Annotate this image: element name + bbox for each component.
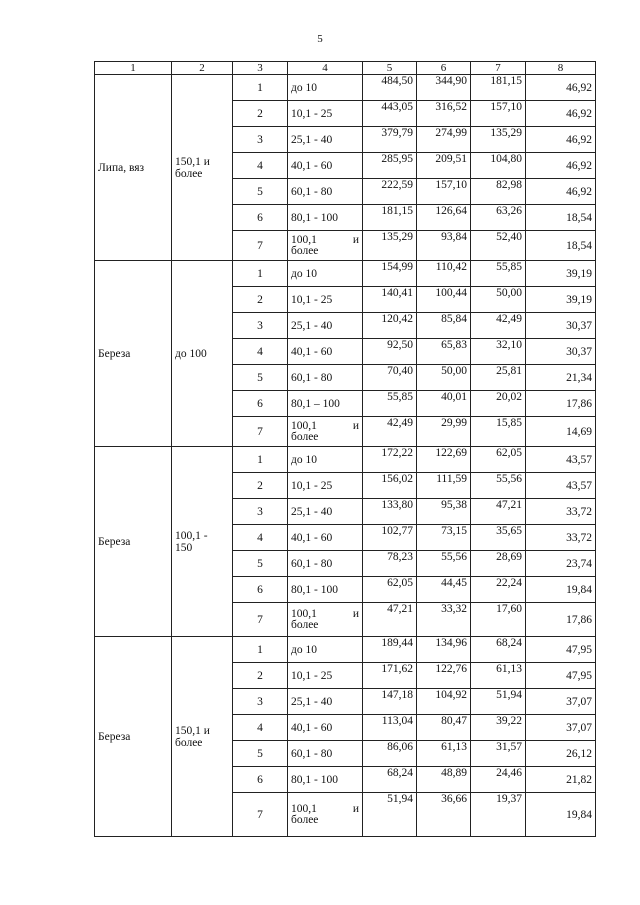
range-from: 100,1 [291, 802, 317, 815]
range-from: 100,1 [291, 419, 317, 432]
value-cell-col-6: 29,99 [417, 417, 471, 447]
species-cell: Береза [95, 261, 172, 447]
diameter-cell: 150,1 и более [172, 637, 233, 837]
value-cell-col-7: 24,46 [471, 767, 526, 793]
value-cell-col-7: 32,10 [471, 339, 526, 365]
row-number-cell: 1 [233, 447, 288, 473]
row-number-cell: 1 [233, 75, 288, 101]
range-conjunction: и [352, 802, 359, 815]
value-cell-col-5: 156,02 [363, 473, 417, 499]
value-cell-col-6: 48,89 [417, 767, 471, 793]
table-row [95, 447, 596, 473]
range-from: 100,1 [291, 233, 317, 246]
range-cell: до 10 [288, 637, 363, 663]
range-cell: 40,1 - 60 [288, 153, 363, 179]
value-cell-col-8: 23,74 [526, 551, 596, 577]
value-cell-col-7: 104,80 [471, 153, 526, 179]
value-cell-col-8: 37,07 [526, 689, 596, 715]
value-cell-col-7: 39,22 [471, 715, 526, 741]
value-cell-col-7: 181,15 [471, 75, 526, 101]
value-cell-col-8: 19,84 [526, 793, 596, 837]
value-cell-col-8: 21,82 [526, 767, 596, 793]
value-cell-col-6: 110,42 [417, 261, 471, 287]
range-more: более [291, 618, 319, 631]
value-cell-col-7: 19,37 [471, 793, 526, 837]
row-number-cell: 3 [233, 127, 288, 153]
value-cell-col-7: 22,24 [471, 577, 526, 603]
value-cell-col-5: 42,49 [363, 417, 417, 447]
range-cell: 25,1 - 40 [288, 313, 363, 339]
value-cell-col-8: 18,54 [526, 231, 596, 261]
row-number-cell: 6 [233, 391, 288, 417]
value-cell-col-6: 134,96 [417, 637, 471, 663]
value-cell-col-6: 80,47 [417, 715, 471, 741]
range-cell: 60,1 - 80 [288, 741, 363, 767]
range-cell [288, 417, 363, 447]
value-cell-col-7: 55,56 [471, 473, 526, 499]
range-cell: 10,1 - 25 [288, 663, 363, 689]
value-cell-col-6: 44,45 [417, 577, 471, 603]
value-cell-col-5: 133,80 [363, 499, 417, 525]
range-cell: 60,1 - 80 [288, 551, 363, 577]
value-cell-col-5: 484,50 [363, 75, 417, 101]
range-cell [288, 231, 363, 261]
value-cell-col-8: 46,92 [526, 75, 596, 101]
row-number-cell: 5 [233, 179, 288, 205]
range-cell: 80,1 - 100 [288, 767, 363, 793]
value-cell-col-7: 82,98 [471, 179, 526, 205]
range-more: более [291, 813, 319, 826]
range-cell: 40,1 - 60 [288, 339, 363, 365]
value-cell-col-8: 33,72 [526, 525, 596, 551]
header-col-8: 8 [526, 62, 596, 75]
value-cell-col-8: 30,37 [526, 339, 596, 365]
value-cell-col-7: 55,85 [471, 261, 526, 287]
value-cell-col-8: 19,84 [526, 577, 596, 603]
range-cell: до 10 [288, 261, 363, 287]
value-cell-col-6: 316,52 [417, 101, 471, 127]
range-cell: 80,1 – 100 [288, 391, 363, 417]
value-cell-col-8: 26,12 [526, 741, 596, 767]
value-cell-col-7: 52,40 [471, 231, 526, 261]
range-cell: до 10 [288, 447, 363, 473]
value-cell-col-6: 61,13 [417, 741, 471, 767]
row-number-cell: 6 [233, 205, 288, 231]
value-cell-col-6: 274,99 [417, 127, 471, 153]
value-cell-col-8: 46,92 [526, 127, 596, 153]
row-number-cell: 4 [233, 525, 288, 551]
value-cell-col-6: 126,64 [417, 205, 471, 231]
row-number-cell: 3 [233, 689, 288, 715]
value-cell-col-5: 113,04 [363, 715, 417, 741]
row-number-cell: 3 [233, 499, 288, 525]
value-cell-col-8: 47,95 [526, 663, 596, 689]
value-cell-col-5: 285,95 [363, 153, 417, 179]
range-conjunction: и [352, 607, 359, 620]
value-cell-col-6: 36,66 [417, 793, 471, 837]
header-col-1: 1 [95, 62, 172, 75]
value-cell-col-5: 135,29 [363, 231, 417, 261]
row-number-cell: 5 [233, 551, 288, 577]
range-cell: 40,1 - 60 [288, 715, 363, 741]
row-number-cell: 3 [233, 313, 288, 339]
range-from: 100,1 [291, 607, 317, 620]
row-number-cell: 7 [233, 417, 288, 447]
value-cell-col-5: 147,18 [363, 689, 417, 715]
range-conjunction: и [352, 233, 359, 246]
value-cell-col-8: 47,95 [526, 637, 596, 663]
value-cell-col-8: 37,07 [526, 715, 596, 741]
value-cell-col-7: 25,81 [471, 365, 526, 391]
range-cell: 10,1 - 25 [288, 287, 363, 313]
value-cell-col-5: 47,21 [363, 603, 417, 637]
value-cell-col-6: 122,69 [417, 447, 471, 473]
value-cell-col-8: 43,57 [526, 447, 596, 473]
value-cell-col-8: 33,72 [526, 499, 596, 525]
header-col-7: 7 [471, 62, 526, 75]
range-cell [288, 793, 363, 837]
value-cell-col-5: 92,50 [363, 339, 417, 365]
row-number-cell: 2 [233, 287, 288, 313]
header-row [95, 62, 596, 75]
value-cell-col-6: 93,84 [417, 231, 471, 261]
header-col-4: 4 [288, 62, 363, 75]
value-cell-col-6: 55,56 [417, 551, 471, 577]
value-cell-col-5: 62,05 [363, 577, 417, 603]
value-cell-col-7: 15,85 [471, 417, 526, 447]
value-cell-col-7: 31,57 [471, 741, 526, 767]
value-cell-col-5: 154,99 [363, 261, 417, 287]
value-cell-col-7: 28,69 [471, 551, 526, 577]
value-cell-col-5: 55,85 [363, 391, 417, 417]
value-cell-col-8: 18,54 [526, 205, 596, 231]
value-cell-col-6: 209,51 [417, 153, 471, 179]
row-number-cell: 4 [233, 153, 288, 179]
value-cell-col-8: 14,69 [526, 417, 596, 447]
table-row [95, 261, 596, 287]
range-conjunction: и [352, 419, 359, 432]
header-col-3: 3 [233, 62, 288, 75]
page-number: 5 [317, 33, 323, 45]
value-cell-col-5: 68,24 [363, 767, 417, 793]
value-cell-col-5: 70,40 [363, 365, 417, 391]
value-cell-col-5: 86,06 [363, 741, 417, 767]
header-col-5: 5 [363, 62, 417, 75]
value-cell-col-8: 17,86 [526, 391, 596, 417]
table-row [95, 637, 596, 663]
range-cell: 60,1 - 80 [288, 179, 363, 205]
value-cell-col-7: 50,00 [471, 287, 526, 313]
value-cell-col-6: 157,10 [417, 179, 471, 205]
row-number-cell: 5 [233, 741, 288, 767]
value-cell-col-8: 17,86 [526, 603, 596, 637]
value-cell-col-7: 157,10 [471, 101, 526, 127]
value-cell-col-7: 51,94 [471, 689, 526, 715]
value-cell-col-7: 17,60 [471, 603, 526, 637]
header-col-2: 2 [172, 62, 233, 75]
value-cell-col-5: 181,15 [363, 205, 417, 231]
value-cell-col-8: 39,19 [526, 261, 596, 287]
range-cell [288, 603, 363, 637]
row-number-cell: 7 [233, 793, 288, 837]
tariff-table [94, 61, 596, 837]
row-number-cell: 2 [233, 663, 288, 689]
value-cell-col-5: 120,42 [363, 313, 417, 339]
row-number-cell: 6 [233, 767, 288, 793]
diameter-cell: до 100 [172, 261, 233, 447]
row-number-cell: 7 [233, 231, 288, 261]
species-cell: Береза [95, 637, 172, 837]
value-cell-col-6: 111,59 [417, 473, 471, 499]
value-cell-col-5: 222,59 [363, 179, 417, 205]
range-cell: 25,1 - 40 [288, 127, 363, 153]
value-cell-col-6: 85,84 [417, 313, 471, 339]
value-cell-col-7: 35,65 [471, 525, 526, 551]
value-cell-col-8: 43,57 [526, 473, 596, 499]
value-cell-col-8: 46,92 [526, 101, 596, 127]
value-cell-col-8: 39,19 [526, 287, 596, 313]
value-cell-col-6: 50,00 [417, 365, 471, 391]
table-row [95, 75, 596, 101]
row-number-cell: 2 [233, 473, 288, 499]
row-number-cell: 1 [233, 261, 288, 287]
value-cell-col-5: 443,05 [363, 101, 417, 127]
value-cell-col-8: 30,37 [526, 313, 596, 339]
value-cell-col-6: 40,01 [417, 391, 471, 417]
range-cell: 40,1 - 60 [288, 525, 363, 551]
value-cell-col-5: 140,41 [363, 287, 417, 313]
value-cell-col-7: 47,21 [471, 499, 526, 525]
diameter-cell: 150,1 и более [172, 75, 233, 261]
row-number-cell: 1 [233, 637, 288, 663]
value-cell-col-7: 68,24 [471, 637, 526, 663]
range-more: более [291, 430, 319, 443]
range-more: более [291, 244, 319, 257]
value-cell-col-8: 21,34 [526, 365, 596, 391]
diameter-cell: 100,1 - 150 [172, 447, 233, 637]
row-number-cell: 7 [233, 603, 288, 637]
row-number-cell: 4 [233, 339, 288, 365]
value-cell-col-6: 104,92 [417, 689, 471, 715]
value-cell-col-5: 189,44 [363, 637, 417, 663]
range-cell: 25,1 - 40 [288, 499, 363, 525]
row-number-cell: 4 [233, 715, 288, 741]
value-cell-col-6: 122,76 [417, 663, 471, 689]
value-cell-col-6: 344,90 [417, 75, 471, 101]
range-cell: 60,1 - 80 [288, 365, 363, 391]
value-cell-col-8: 46,92 [526, 153, 596, 179]
value-cell-col-7: 62,05 [471, 447, 526, 473]
value-cell-col-5: 379,79 [363, 127, 417, 153]
header-col-6: 6 [417, 62, 471, 75]
value-cell-col-5: 78,23 [363, 551, 417, 577]
range-cell: 80,1 - 100 [288, 205, 363, 231]
value-cell-col-6: 95,38 [417, 499, 471, 525]
species-cell: Липа, вяз [95, 75, 172, 261]
value-cell-col-8: 46,92 [526, 179, 596, 205]
species-cell: Береза [95, 447, 172, 637]
range-cell: 25,1 - 40 [288, 689, 363, 715]
row-number-cell: 5 [233, 365, 288, 391]
value-cell-col-7: 63,26 [471, 205, 526, 231]
row-number-cell: 2 [233, 101, 288, 127]
range-cell: 10,1 - 25 [288, 101, 363, 127]
value-cell-col-6: 65,83 [417, 339, 471, 365]
value-cell-col-7: 42,49 [471, 313, 526, 339]
value-cell-col-7: 61,13 [471, 663, 526, 689]
value-cell-col-7: 20,02 [471, 391, 526, 417]
range-cell: 80,1 - 100 [288, 577, 363, 603]
value-cell-col-6: 73,15 [417, 525, 471, 551]
value-cell-col-6: 100,44 [417, 287, 471, 313]
value-cell-col-5: 51,94 [363, 793, 417, 837]
value-cell-col-6: 33,32 [417, 603, 471, 637]
value-cell-col-5: 171,62 [363, 663, 417, 689]
range-cell: 10,1 - 25 [288, 473, 363, 499]
value-cell-col-7: 135,29 [471, 127, 526, 153]
value-cell-col-5: 102,77 [363, 525, 417, 551]
value-cell-col-5: 172,22 [363, 447, 417, 473]
range-cell: до 10 [288, 75, 363, 101]
row-number-cell: 6 [233, 577, 288, 603]
